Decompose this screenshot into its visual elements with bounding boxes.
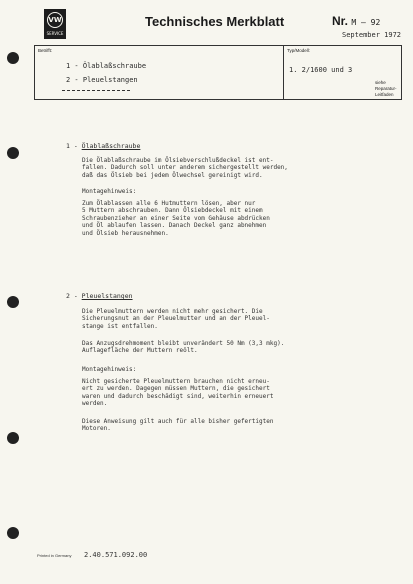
vw-logo [44,9,66,39]
section-2-hint-paragraph: Nicht gesicherte Pleuelmuttern brauchen nicht erneu- ert zu werden. Dagegen müssen Muttern, die gesichert waren und dadurch beschädigt sind, weiterhin erneuert werden. [82,378,274,408]
betrifft-label: Betrifft: [38,48,53,53]
section-1-hint-paragraph: Zum Ölablassen alle 6 Hutmuttern lösen, aber nur 5 Muttern abschrauben. Dann Ölsiebdeckel mit einem Schraubenzieher an einer Seite vom Gehäuse abdrücken und Öl ablaufen lassen. Danach Deckel ganz abnehmen und Ölsieb herausnehmen. [82,200,270,237]
nr-label: Nr. [332,14,349,28]
logo-service-word: SERVICE [46,31,64,36]
section-2-number: 2 - [66,292,78,300]
section-1-heading [66,142,140,150]
vw-emblem-icon: VW [47,12,63,28]
dashed-underline [62,90,130,91]
info-box-divider [283,45,284,100]
side-note-line: Leitfaden [375,92,394,97]
typmodell-value: 1. 2/1600 und 3 [289,66,353,74]
side-note-line: siehe [375,80,386,85]
side-note-line: Reparatur- [375,86,397,91]
side-note [375,80,397,98]
part-number: 2.40.571.092.00 [84,551,148,559]
section-1-title: Ölablaßschraube [81,142,141,150]
binder-hole [7,52,19,64]
betrifft-item-1: 1 - Ölablaßschraube [66,62,147,70]
binder-hole [7,432,19,444]
section-1-hint-label: Montagehinweis: [82,188,137,195]
section-2-title: Pleuelstangen [81,292,133,300]
document-date: September 1972 [342,31,402,39]
section-2-heading [66,292,133,300]
document-title: Technisches Merkblatt [145,14,285,29]
document-number [332,14,380,28]
binder-hole [7,296,19,308]
section-1-number: 1 - [66,142,78,150]
section-2-paragraph: Die Pleuelmuttern werden nicht mehr gesichert. Die Sicherungsnut an der Pleuelmutter und an der Pleuel- stange ist entfallen. [82,308,270,330]
binder-hole [7,147,19,159]
binder-hole [7,527,19,539]
typmodell-label: Typ/Modell: [287,48,311,53]
betrifft-item-2: 2 - Pleuelstangen [66,76,138,84]
nr-value: M – 92 [351,18,381,27]
section-2-hint-label: Montagehinweis: [82,366,137,373]
section-2-torque-paragraph: Das Anzugsdrehmoment bleibt unverändert 50 Nm (3,3 mkg). Auflagefläche der Muttern reölt. [82,340,285,355]
section-1-paragraph: Die Ölablaßschraube im Ölsiebverschlußdeckel ist ent- fallen. Dadurch soll unter anderem sichergestellt werden, daß das Ölsieb bei jedem Ölwechsel gereinigt wird. [82,157,288,179]
section-2-closing-paragraph: Diese Anweisung gilt auch für alle bisher gefertigten Motoren. [82,418,274,433]
printed-in-germany: Printed in Germany [37,553,72,558]
